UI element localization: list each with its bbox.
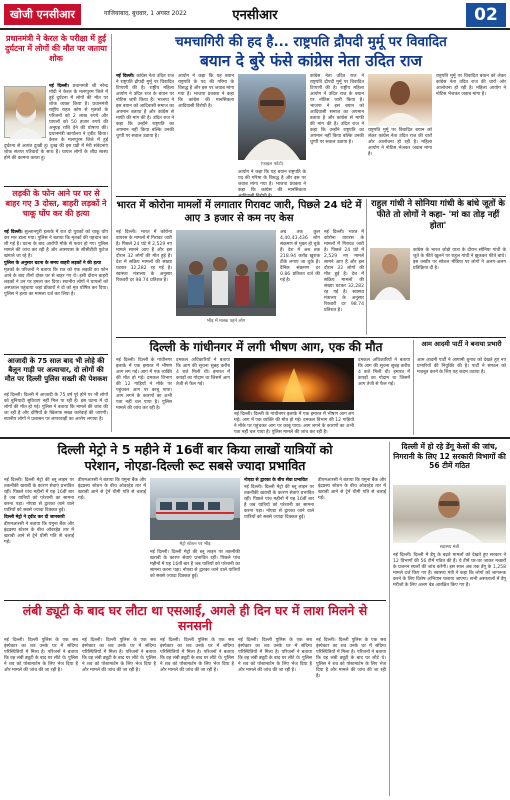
date-line: गाजियाबाद, बुधवार, 1 अगस्त 2022 [104,10,187,17]
pm-photo [4,86,46,138]
balloon-body: नई दिल्ली। दिल्ली में आज़ादी के 75 वर्ष पूरे होने पर भी लोगों को बुनियादी सुविधाएं नहीं मिल पा रही हैं। इस घटना में दो लोगों की मौत हो गई। पुलिस ने बताया कि मामले की जांच की जा रही है और दोषियों के खिलाफ सख्त कार्रवाई की जाएगी। स्थानीय लोगों ने प्रशासन पर लापरवाही का आरोप लगाया है। [4,393,108,422]
murder-dateline: नई दिल्ली। [4,230,23,235]
dengue-body: नई दिल्ली। दिल्ली में डेंगू के बढ़ते मामलों को देखते हुए सरकार ने 12 विभागों की 56 टीमें गठित की हैं। ये टीमें घर-घर जाकर मच्छरों के प्रजनन स्थलों की जांच करेंगी। इस साल अब तक डेंगू के 1,258 मामले दर्ज किए गए हैं। स्वास्थ्य मंत्री ने कहा कि लोगों को जागरूक करने के लिए विशेष अभियान चलाया जाएगा। सभी अस्पतालों में डेंगू मरीजों के लिए अलग बेड आरक्षित किए गए हैं। [393,553,506,588]
udit-text: कांग्रेस नेता उदित राज ने राष्ट्रपति द्रौपदी मुर्मू पर विवादित टिप्पणी की है। राष्ट्रीय महिला आयोग ने उदित राज के बयान पर नोटिस जारी किया है। भाजपा ने इस बयान को आदिवासी समाज का अपमान बताया है और कांग्रेस से माफी की मांग की है। उदित राज ने कहा कि उन्होंने राष्ट्रपति का अपमान नहीं किया बल्कि उनकी चुप्पी पर सवाल उठाया है। [116,74,174,139]
metro-image-icon [150,478,240,540]
udit-col-2: आयोग ने कहा कि यह बयान राष्ट्रपति के पद की गरिमा के विरुद्ध है और इस पर जवाब मांगा गया है। भाजपा प्रवक्ता ने कहा कि कांग्रेस की मानसिकता आदिवासी विरोधी है। [178,74,234,109]
metro-text-3: नई दिल्ली। दिल्ली मेट्रो की ब्लू लाइन पर तकनीकी खराबी के कारण सेवाएं प्रभावित रहीं। पिछले पांच महीनों में यह 16वीं बार है जब यात्रियों को परेशानी का सामना करना पड़ा। नोएडा से द्वारका जाने वाले यात्रियों को सबसे ज्यादा दिक्कत हुई। [244,485,314,520]
murder-text: सुल्तानपुरी इलाके में रात दो युवकों को चाकू घोंप कर मार डाला गया। पुलिस ने बताया कि मृतकों की पहचान कर ली गई है। घटना के बाद आरोपी मौके से फरार हो गए। पुलिस मामले की जांच कर रही है और आसपास के सीसीटीवी फुटेज खंगाले जा रहे हैं। [4,230,108,259]
si-col-2: नई दिल्ली। दिल्ली पुलिस के एक सब इंस्पेक्टर का शव उनके घर में संदिग्ध परिस्थितियों में मिला है। परिजनों ने बताया कि वह लंबी ड्यूटी के बाद घर लौटे थे। पुलिस ने शव को पोस्टमार्टम के लिए भेज दिया है और मामले की जांच की जा रही है। [82,638,156,673]
covid-col-3: नई दिल्ली। भारत में कोरोना वायरस के मामलों में गिरावट जारी है। पिछले 24 घंटे में 2,529 नए मामले सामने आए हैं और इस दौरान 32 लोगों की मौत हुई है। देश में सक्रिय मामलों की संख्या घटकर 32,282 रह गई है। स्वास्थ्य मंत्रालय के अनुसार रिकवरी दर 98.74 प्रतिशत है। [324,230,364,313]
dengue-photo [393,485,506,543]
metro-subhead-2: नोएडा से द्वारका के बीच सेवा प्रभावित [244,478,308,483]
rahul-portrait-icon [370,248,410,300]
fire-col-1: नई दिल्ली। दिल्ली के गांधीनगर इलाके में एक इमारत में भीषण आग लग गई। आग में एक व्यक्ति की मौत हो गई। दमकल विभाग की 12 गाड़ियों ने मौके पर पहुंचकर आग पर काबू पाया। आग लगने के कारणों का अभी पता नहीं चल पाया है। पुलिस मामले की जांच कर रही है। [116,358,172,411]
pm-dateline: नई दिल्ली। [49,84,70,89]
fire-col-3: नई दिल्ली। दिल्ली के गांधीनगर इलाके में एक इमारत में भीषण आग लग गई। आग में एक व्यक्ति की मौत हो गई। दमकल विभाग की 12 गाड़ियों ने मौके पर पहुंचकर आग पर काबू पाया। आग लगने के कारणों का अभी पता नहीं चल पाया है। पुलिस मामले की जांच कर रही है। [234,412,354,435]
fire-col-4: दमकल अधिकारियों ने बताया कि आग की सूचना सुबह करीब 4 बजे मिली थी। इमारत में कपड़ों का गोदाम था जिसमें आग तेजी से फैल गई। [358,358,410,387]
fire-headline: दिल्ली के गांधीनगर में लगी भीषण आग, एक की मौत [149,340,383,354]
si-col-5: नई दिल्ली। दिल्ली पुलिस के एक सब इंस्पेक्टर का शव उनके घर में संदिग्ध परिस्थितियों में मिला है। परिजनों ने बताया कि वह लंबी ड्यूटी के बाद घर लौटे थे। पुलिस ने शव को पोस्टमार्टम के लिए भेज दिया है और मामले की जांच की जा रही है। [316,638,386,679]
metro-text-2: डीएमआरसी ने बताया कि यमुना बैंक और इंद्रप्रस्थ स्टेशन के बीच ओवरहेड तार में खराबी आने से ट्रेनें धीमी गति से चलाई गईं। [4,522,74,545]
udit-banner-line1: चमचागिरी की हद है... राष्ट्रपति द्रौपदी मुर्मू पर विवादित [175,34,447,50]
crowd-image-icon [176,230,276,316]
murder-body [4,230,108,352]
dengue-photo-caption: स्वास्थ्य मंत्री [439,545,460,550]
dengue-headline: दिल्ली में हो रहे डेंगू केसों की जांच, निगरानी के लिए 12 सरकारी विभागों की 56 टीमें गठित [393,442,506,470]
pm-portrait-icon [5,87,47,139]
fire-image-icon [234,358,354,410]
right-story-text-2: राष्ट्रपति मुर्मू पर विवादित बयान को लेकर कांग्रेस नेता उदित राज की चारों ओर आलोचना हो रही है। महिला आयोग ने नोटिस भेजकर जवाब मांगा है। [368,128,432,157]
murmu-photo [368,74,432,126]
balloon-headline: आजादी के 75 साल बाद भी लोहे की बैलून गाड़ी पर अत्याचार, दो लोगों की मौत पर दिल्ली पुलिस सख्ती की पेशकश [4,357,108,383]
metro-col-5: डीएमआरसी ने बताया कि यमुना बैंक और इंद्रप्रस्थ स्टेशन के बीच ओवरहेड तार में खराबी आने से ट्रेनें धीमी गति से चलाई गईं। [318,478,386,501]
rahul-headline: राहुल गांधी ने सोनिया गांधी के बांधे जूतों के फीते तो लोगों ने कहा- 'मां का तोड़ नहीं होता' [371,199,505,231]
covid-photo-caption: भीड़ में मास्क पहने लोग [206,319,246,324]
si-col-1: नई दिल्ली। दिल्ली पुलिस के एक सब इंस्पेक्टर का शव उनके घर में संदिग्ध परिस्थितियों में मिला है। परिजनों ने बताया कि वह लंबी ड्यूटी के बाद घर लौटे थे। पुलिस ने शव को पोस्टमार्टम के लिए भेज दिया है और मामले की जांच की जा रही है। [4,638,78,673]
fire-col-2: दमकल अधिकारियों ने बताया कि आग की सूचना सुबह करीब 4 बजे मिली थी। इमारत में कपड़ों का गोदाम था जिसमें आग तेजी से फैल गई। [176,358,230,387]
aap-headline: आम आदमी पार्टी ने बनाया प्रभारी [421,340,502,348]
aap-body: आम आदमी पार्टी ने आगामी चुनाव को देखते हुए नए प्रभारियों की नियुक्ति की है। पार्टी ने संगठन को मजबूत करने के लिए यह कदम उठाया है। [417,358,506,375]
covid-col-1: नई दिल्ली। भारत में कोरोना वायरस के मामलों में गिरावट जारी है। पिछले 24 घंटे में 2,529 नए मामले सामने आए हैं और इस दौरान 32 लोगों की मौत हुई है। देश में सक्रिय मामलों की संख्या घटकर 32,282 रह गई है। स्वास्थ्य मंत्रालय के अनुसार रिकवरी दर 98.74 प्रतिशत है। [116,230,172,283]
murder-text-2: मृतकों के परिजनों ने बताया कि रात को एक लड़की का फोन आने के बाद तीनों दोस्त घर से बाहर गए थे। इसी दौरान बाहरी लड़कों ने उन पर हमला कर दिया। स्थानीय लोगों ने घायलों को अस्पताल पहुंचाया जहां डॉक्टरों ने दो को मृत घोषित कर दिया। पुलिस ने हत्या का मामला दर्ज कर लिया है। [4,268,108,297]
udit-col-4: कांग्रेस नेता उदित राज ने राष्ट्रपति द्रौपदी मुर्मू पर विवादित टिप्पणी की है। राष्ट्रीय महिला आयोग ने उदित राज के बयान पर नोटिस जारी किया है। भाजपा ने इस बयान को आदिवासी समाज का अपमान बताया है और कांग्रेस से माफी की मांग की है। उदित राज ने कहा कि उन्होंने राष्ट्रपति का अपमान नहीं किया बल्कि उनकी चुप्पी पर सवाल उठाया है। [310,74,364,145]
minister-portrait-icon [393,485,506,543]
udit-col-1 [116,74,174,192]
pm-text: प्रधानमंत्री श्री नरेन्द्र मोदी ने केरल के मलप्पुरम जिले में हुई दुर्घटना में लोगों की मौत पर शोक व्यक्त किया है। प्रधानमंत्री राष्ट्रीय राहत कोष से मृतकों के परिजनों को 2 लाख रुपये और घायलों को 50 हजार रुपये की अनुग्रह राशि देने की घोषणा की। प्रधानमंत्री कार्यालय ने ट्वीट किया। [49,84,108,137]
si-col-4: नई दिल्ली। दिल्ली पुलिस के एक सब इंस्पेक्टर का शव उनके घर में संदिग्ध परिस्थितियों में मिला है। परिजनों ने बताया कि वह लंबी ड्यूटी के बाद घर लौटे थे। पुलिस ने शव को पोस्टमार्टम के लिए भेज दिया है और मामले की जांच की जा रही है। [238,638,312,673]
covid-col-2: अब तक कुल 4,40,43,436 लोग संक्रमण से मुक्त हो चुके हैं। देश में अब तक 218.94 करोड़ खुराक टीके लगाए जा चुके हैं। दैनिक संक्रमण दर 0.86 प्रतिशत दर्ज की गई है। [280,230,320,283]
metro-photo [150,478,240,540]
murder-headline: लड़की के फोन आने पर घर से बाहर गए 3 दोस्त, बाहरी लड़कों ने चाकू घोंप कर की हत्या [5,189,107,218]
rahul-photo [370,248,410,300]
udit-banner-line2: बयान दे बुरे फंसे कांग्रेस नेता उदित राज [199,52,423,70]
metro-col-1 [4,478,74,598]
pm-text-2: केरल के मलप्पुरम जिले में हुई दुर्घटना से अत्यंत दुःखी हूं। दुःख की इस घड़ी में मेरी संवेदनाएं शोक संतप्त परिवारों के साथ हैं। घायल लोगों के शीघ्र स्वस्थ होने की कामना करता हूं। [4,138,108,161]
masthead [0,0,510,30]
udit-col-3: आयोग ने कहा कि यह बयान राष्ट्रपति के पद की गरिमा के विरुद्ध है और इस पर जवाब मांगा गया है। भाजपा प्रवक्ता ने कहा कि कांग्रेस की मानसिकता [238,170,306,193]
left-column [4,34,108,432]
covid-photo [176,230,276,316]
metro-col-3: नई दिल्ली। दिल्ली मेट्रो की ब्लू लाइन पर तकनीकी खराबी के कारण सेवाएं प्रभावित रहीं। पिछले पांच महीनों में यह 16वीं बार है जब यात्रियों को परेशानी का सामना करना पड़ा। नोएडा से द्वारका जाने वाले यात्रियों को सबसे ज्यादा दिक्कत हुई। [150,550,240,579]
page-number: 02 [466,3,506,27]
metro-headline-2: परेशान, नोएडा-दिल्ली रूट सबसे ज्यादा प्रभावित [84,458,306,473]
metro-photo-caption: मेट्रो स्टेशन पर भीड़ [179,542,211,547]
udit-photo [238,74,306,160]
udit-portrait-icon [238,74,306,160]
murmu-portrait-icon [368,74,432,126]
section-title: एनसीआर [232,8,278,23]
metro-subhead: दिल्ली मेट्रो ने ट्वीट कर दी जानकारी [4,515,65,520]
metro-col-2: डीएमआरसी ने बताया कि यमुना बैंक और इंद्रप्रस्थ स्टेशन के बीच ओवरहेड तार में खराबी आने से ट्रेनें धीमी गति से चलाई गईं। [78,478,146,501]
rahul-body: कांग्रेस के भारत जोड़ो यात्रा के दौरान सोनिया गांधी के जूते के फीते खुलने पर राहुल गांधी ने झुककर फीते बांधे। इस तस्वीर पर सोशल मीडिया पर लोगों ने अलग-अलग प्रतिक्रिया दी है। [413,248,506,271]
si-headline: लंबी ड्यूटी के बाद घर लौटा था एसआई, अगले ही दिन घर में लाश मिलने से सनसनी [22,603,368,633]
metro-text: नई दिल्ली। दिल्ली मेट्रो की ब्लू लाइन पर तकनीकी खराबी के कारण सेवाएं प्रभावित रहीं। पिछले पांच महीनों में यह 16वीं बार है जब यात्रियों को परेशानी का सामना करना पड़ा। नोएडा से द्वारका जाने वाले यात्रियों को सबसे ज्यादा दिक्कत हुई। [4,478,74,513]
metro-headline-1: दिल्ली मेट्रो ने 5 महीने में 16वीं बार किया लाखों यात्रियों को [57,442,333,457]
covid-headline: भारत में कोरोना मामलों में लगातार गिरावट जारी, पिछले 24 घंटे में आए 3 हजार से कम नए केस [116,200,362,224]
si-col-3: नई दिल्ली। दिल्ली पुलिस के एक सब इंस्पेक्टर का शव उनके घर में संदिग्ध परिस्थितियों में मिला है। परिजनों ने बताया कि वह लंबी ड्यूटी के बाद घर लौटे थे। पुलिस ने शव को पोस्टमार्टम के लिए भेज दिया है और मामले की जांच की जा रही है। [160,638,234,673]
udit-dateline: नई दिल्ली। [116,74,135,79]
murder-subhead: पुलिस के अनुसार घटना के समय बाहरी लड़कों ने की हत्या [4,261,102,266]
paper-name: खोजी एनसीआर [4,4,81,25]
metro-col-4 [244,478,314,598]
fire-photo [234,358,354,410]
udit-photo-caption: (फाइल फोटो) [260,162,284,167]
pm-headline: प्रधानमंत्री ने केरल के परीक्षा में हुई दुर्घटना में लोगों की मौत पर जताया शोक [5,34,107,63]
right-story-text: राष्ट्रपति मुर्मू पर विवादित बयान को लेकर कांग्रेस नेता उदित राज की चारों ओर आलोचना हो रही है। महिला आयोग ने नोटिस भेजकर जवाब मांगा है। [436,74,506,97]
